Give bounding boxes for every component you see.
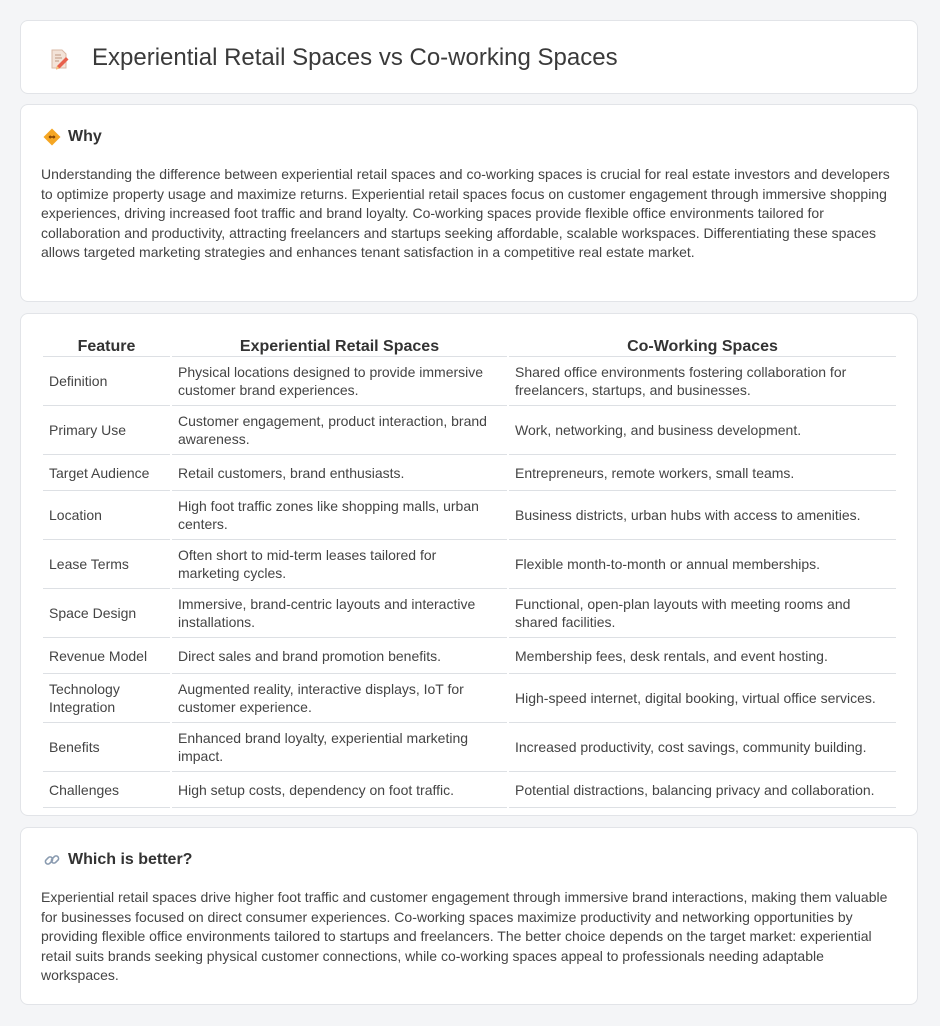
which-is-better-section [20,827,918,1005]
row-retail: Augmented reality, interactive displays, IoT for customer experience. [172,674,507,723]
row-coworking: Membership fees, desk rentals, and event hosting. [509,638,896,674]
row-feature: Target Audience [43,455,170,491]
row-feature: Revenue Model [43,638,170,674]
better-title: Which is better? [68,851,193,868]
table-row [43,674,896,723]
why-heading [43,127,102,147]
table-header-row [43,336,896,357]
document-pencil-icon [47,47,71,71]
row-retail: Direct sales and brand promotion benefits. [172,638,507,674]
row-coworking: Business districts, urban hubs with access to amenities. [509,491,896,540]
row-feature: Primary Use [43,406,170,455]
row-feature: Lease Terms [43,540,170,589]
row-feature: Technology Integration [43,674,170,723]
row-feature: Location [43,491,170,540]
header-card [20,20,918,94]
table-row [43,540,896,589]
row-coworking: Shared office environments fostering collaboration for freelancers, startups, and businesses. [509,357,896,406]
comparison-table [41,336,898,808]
row-retail: High foot traffic zones like shopping malls, urban centers. [172,491,507,540]
header-feature: Feature [43,336,170,357]
link-icon [43,851,61,869]
row-feature: Benefits [43,723,170,772]
table-row [43,723,896,772]
row-coworking: Increased productivity, cost savings, community building. [509,723,896,772]
row-coworking: High-speed internet, digital booking, virtual office services. [509,674,896,723]
table-row [43,491,896,540]
better-heading [43,850,192,870]
header-co-working: Co-Working Spaces [509,336,896,357]
row-coworking: Work, networking, and business development. [509,406,896,455]
row-retail: Often short to mid-term leases tailored for marketing cycles. [172,540,507,589]
table-row [43,406,896,455]
row-retail: High setup costs, dependency on foot traffic. [172,772,507,808]
row-retail: Physical locations designed to provide immersive customer brand experiences. [172,357,507,406]
page-title: Experiential Retail Spaces vs Co-working Spaces [92,44,618,71]
header-experiential-retail: Experiential Retail Spaces [172,336,507,357]
row-retail: Immersive, brand-centric layouts and interactive installations. [172,589,507,638]
row-feature: Challenges [43,772,170,808]
row-coworking: Functional, open-plan layouts with meeting rooms and shared facilities. [509,589,896,638]
table-row [43,455,896,491]
why-section [20,104,918,302]
diamond-arrows-icon [43,128,61,146]
row-retail: Customer engagement, product interaction, brand awareness. [172,406,507,455]
row-retail: Enhanced brand loyalty, experiential marketing impact. [172,723,507,772]
row-coworking: Flexible month-to-month or annual memberships. [509,540,896,589]
table-row [43,589,896,638]
row-retail: Retail customers, brand enthusiasts. [172,455,507,491]
row-coworking: Potential distractions, balancing privacy and collaboration. [509,772,896,808]
row-coworking: Entrepreneurs, remote workers, small teams. [509,455,896,491]
why-text: Understanding the difference between experiential retail spaces and co-working spaces is crucial for real estate investors and developers to optimize property usage and maximize returns. Experiential retail spaces focus on customer engagement through immersive shopping experiences, driving increased foot traffic and brand loyalty. Co-working spaces provide flexible office environments tailored for collaboration and productivity, attracting freelancers and startups seeking affordable, scalable workspaces. Differentiating these spaces allows targeted marketing strategies and enhances tenant satisfaction in a competitive real estate market. [41,166,890,260]
table-row [43,638,896,674]
comparison-section [20,313,918,816]
better-text: Experiential retail spaces drive higher foot traffic and customer engagement through immersive brand interactions, making them valuable for businesses focused on direct consumer experiences. Co-working spaces maximize productivity and networking opportunities by providing flexible office environments tailored to startups and freelancers. The better choice depends on the target market: experiential retail suits brands seeking physical customer connections, while co-working spaces appeal to professionals needing adaptable workspaces. [41,889,888,983]
table-row [43,357,896,406]
why-title: Why [68,128,102,145]
table-row [43,772,896,808]
row-feature: Space Design [43,589,170,638]
row-feature: Definition [43,357,170,406]
